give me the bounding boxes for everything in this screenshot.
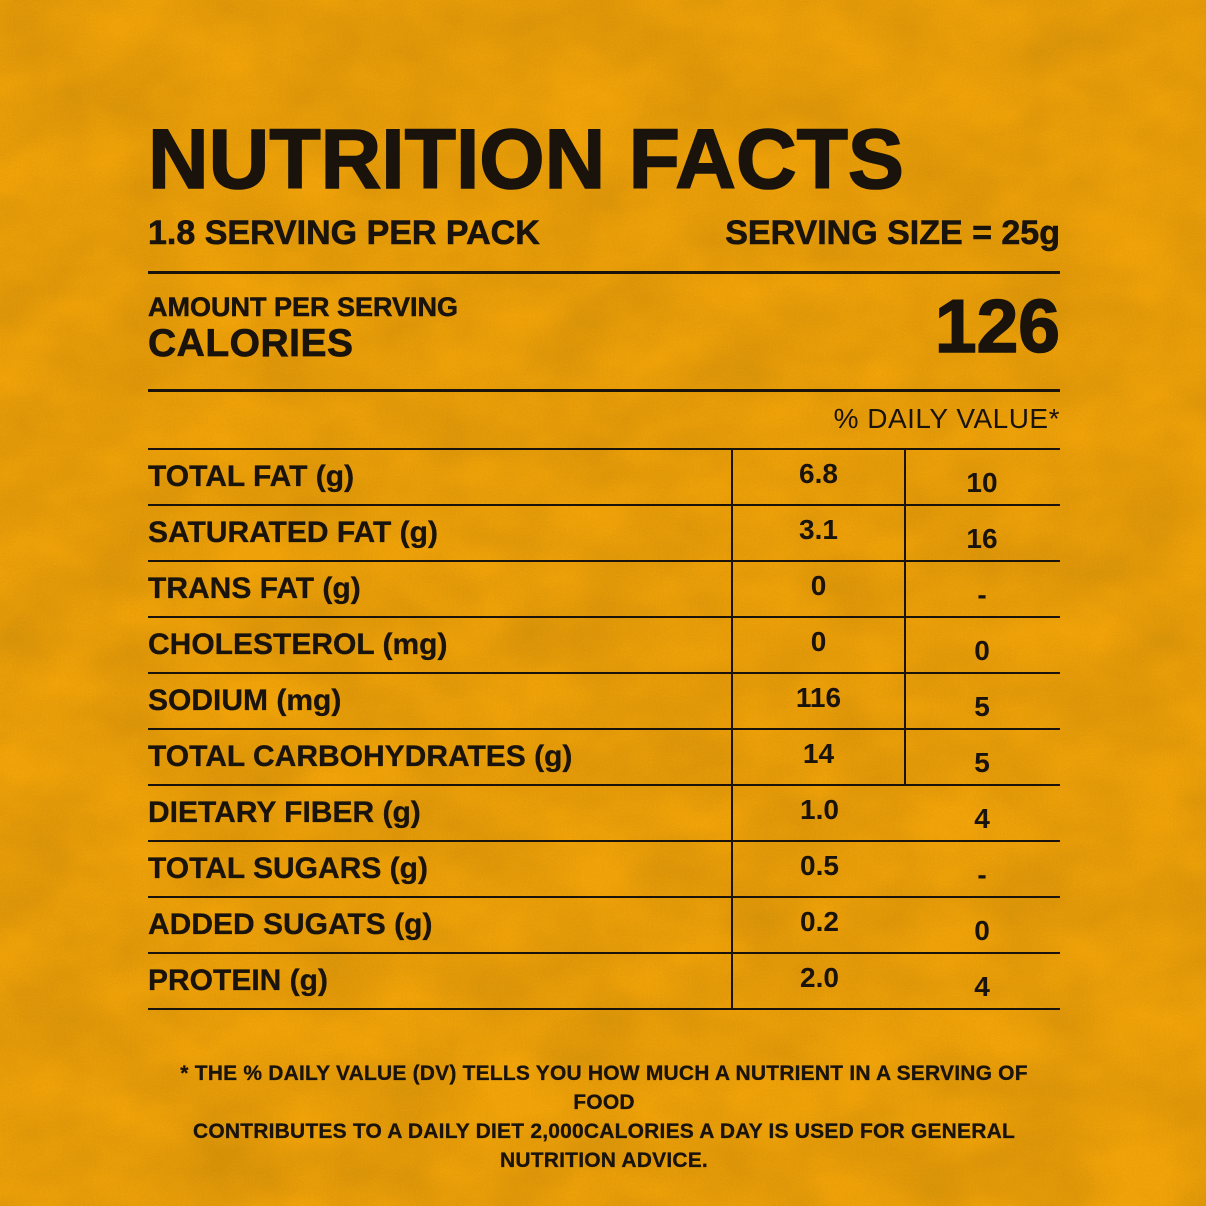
row-label: SODIUM (mg) — [148, 674, 733, 728]
row-amount: 14 — [733, 730, 906, 784]
row-label: SATURATED FAT (g) — [148, 506, 733, 560]
amount-per-serving-label: AMOUNT PER SERVING — [148, 292, 459, 322]
row-amount: 0 — [733, 562, 906, 616]
row-dv: 10 — [966, 467, 998, 498]
row-amount: 6.8 — [733, 450, 906, 504]
footnote-line-2: CONTRIBUTES TO A DAILY DIET 2,000CALORIES A DAY IS USED FOR GENERAL NUTRITION ADVICE. — [192, 1120, 1016, 1172]
row-amount: 0.2 — [800, 906, 839, 937]
row-label: PROTEIN (g) — [148, 954, 733, 1008]
table-row — [148, 674, 1060, 730]
table-row — [148, 954, 1060, 1010]
row-dv: 16 — [966, 523, 998, 554]
table-row — [148, 450, 1060, 506]
row-label: CHOLESTEROL (mg) — [148, 618, 733, 672]
row-label: ADDED SUGATS (g) — [148, 898, 733, 952]
row-label: TRANS FAT (g) — [148, 562, 733, 616]
row-amount: 2.0 — [800, 962, 839, 993]
row-amount: 0 — [733, 618, 906, 672]
row-dv: 0 — [974, 915, 990, 946]
row-label: TOTAL CARBOHYDRATES (g) — [148, 730, 733, 784]
table-row — [148, 618, 1060, 674]
table-row — [148, 898, 1060, 954]
row-amount: 0.5 — [800, 850, 839, 881]
row-label: TOTAL SUGARS (g) — [148, 842, 733, 896]
serving-info-row — [148, 216, 1060, 250]
divider-calories — [148, 389, 1060, 392]
table-row — [148, 562, 1060, 618]
table-row — [148, 730, 1060, 786]
serving-size-text: SERVING SIZE = 25g — [725, 214, 1060, 252]
daily-value-header: % DAILY VALUE* — [833, 403, 1060, 434]
row-amount: 116 — [733, 674, 906, 728]
row-amount: 1.0 — [800, 794, 839, 825]
row-dv: 4 — [974, 803, 990, 834]
page-title: NUTRITION FACTS — [148, 112, 904, 206]
divider-top — [148, 271, 1060, 274]
row-label: DIETARY FIBER (g) — [148, 786, 733, 840]
table-row — [148, 842, 1060, 898]
table-row — [148, 506, 1060, 562]
calories-label: CALORIES — [148, 322, 354, 365]
table-row — [148, 786, 1060, 842]
row-dv: - — [977, 579, 987, 610]
row-dv: - — [977, 859, 987, 890]
servings-per-pack-text: 1.8 SERVING PER PACK — [148, 214, 540, 252]
row-dv: 5 — [974, 747, 990, 778]
row-label: TOTAL FAT (g) — [148, 450, 733, 504]
calories-value: 126 — [934, 284, 1060, 368]
nutrient-table — [148, 448, 1060, 1010]
row-dv: 4 — [974, 971, 990, 1002]
footnote-line-1: * THE % DAILY VALUE (DV) TELLS YOU HOW MUCH A NUTRIENT IN A SERVING OF FOOD — [180, 1062, 1028, 1114]
row-amount: 3.1 — [733, 506, 906, 560]
footnote — [148, 1059, 1060, 1175]
row-dv: 0 — [974, 635, 990, 666]
row-dv: 5 — [974, 691, 990, 722]
